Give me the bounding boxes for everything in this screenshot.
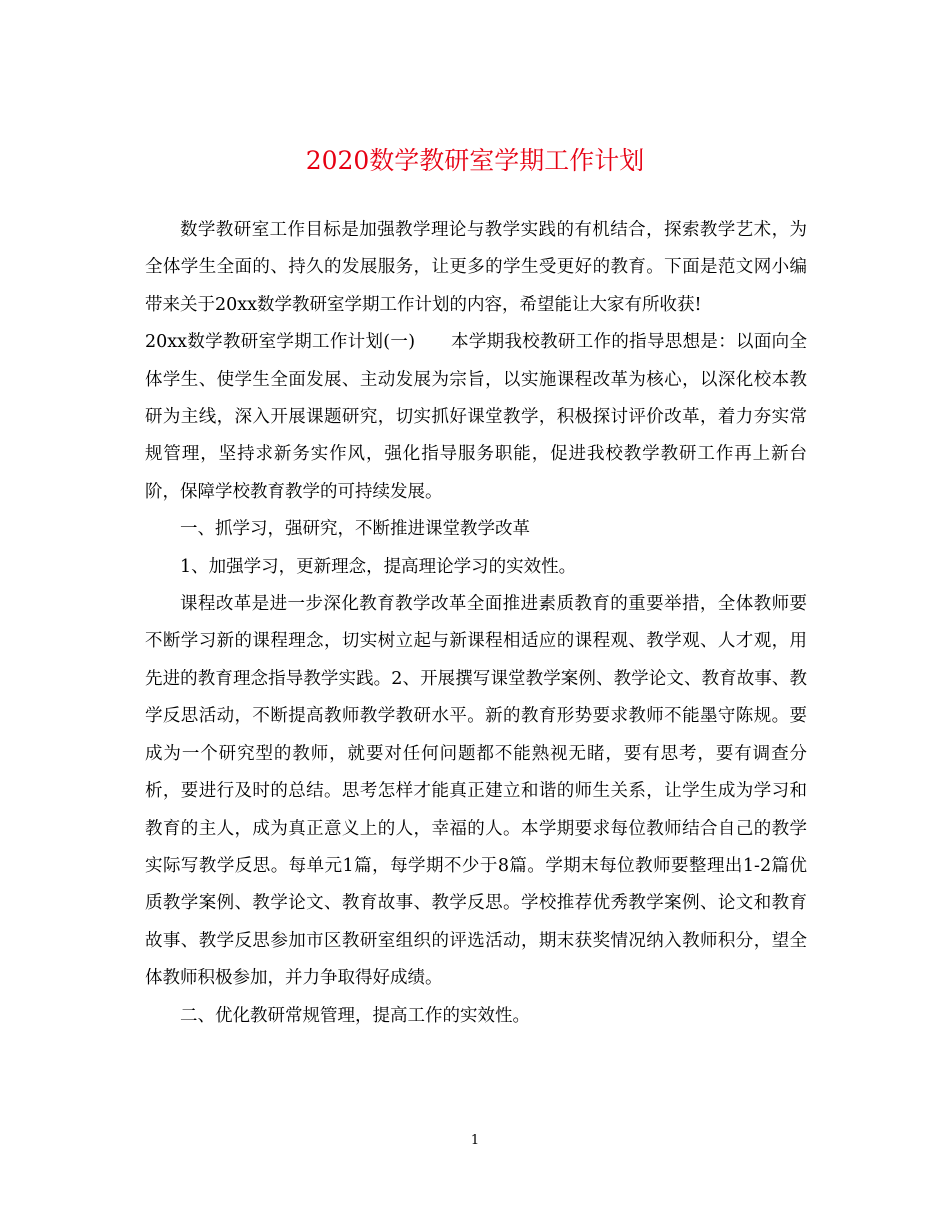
paragraph-curriculum-reform: 课程改革是进一步深化教育教学改革全面推进素质教育的重要举措，全体教师要不断学习新的课程理念，切实树立起与新课程相适应的课程观、教学观、人才观，用先进的教育理念指导教学实践。2、开展撰写课堂教学案例、教学论文、教育故事、教学反思活动，不断提高教师教学教研水平。新的教育形势要求教师不能墨守陈规。要成为一个研究型的教师，就要对任何问题都不能熟视无睹，要有思考，要有调查分析，要进行及时的总结。思考怎样才能真正建立和谐的师生关系，让学生成为学习和教育的主人，成为真正意义上的人，幸福的人。本学期要求每位教师结合自己的教学实际写教学反思。每单元1篇，每学期不少于8篇。学期末每位教师要整理出1-2篇优质教学案例、教学论文、教育故事、教学反思。学校推荐优秀教学案例、论文和教育故事、教学反思参加市区教研室组织的评选活动，期末获奖情况纳入教师积分，望全体教师积极参加，并力争取得好成绩。 [145, 594, 807, 989]
document-body [145, 212, 807, 1035]
paragraph-intro: 数学教研室工作目标是加强教学理论与教学实践的有机结合，探索教学艺术，为全体学生全面的、持久的发展服务，让更多的学生受更好的教育。下面是范文网小编带来关于20xx数学教研室学期工作计划的内容，希望能让大家有所收获! [145, 220, 807, 315]
section-heading-one: 一、抓学习，强研究，不断推进课堂教学改革 [180, 519, 530, 540]
paragraph-plan-one: 20xx数学教研室学期工作计划(一) 本学期我校教研工作的指导思想是：以面向全体学生、使学生全面发展、主动发展为宗旨，以实施课程改革为核心，以深化校本教研为主线，深入开展课题研究，切实抓好课堂教学，积极探讨评价改革，着力夯实常规管理，坚持求新务实作风，强化指导服务职能，促进我校教学教研工作再上新台阶，保障学校教育教学的可持续发展。 [145, 332, 807, 502]
document-title: 2020数学教研室学期工作计划 [305, 146, 645, 175]
section-heading-two: 二、优化教研常规管理，提高工作的实效性。 [180, 1005, 530, 1026]
page-number: 1 [470, 1133, 480, 1148]
subsection-heading-one: 1、加强学习，更新理念，提高理论学习的实效性。 [180, 556, 577, 577]
